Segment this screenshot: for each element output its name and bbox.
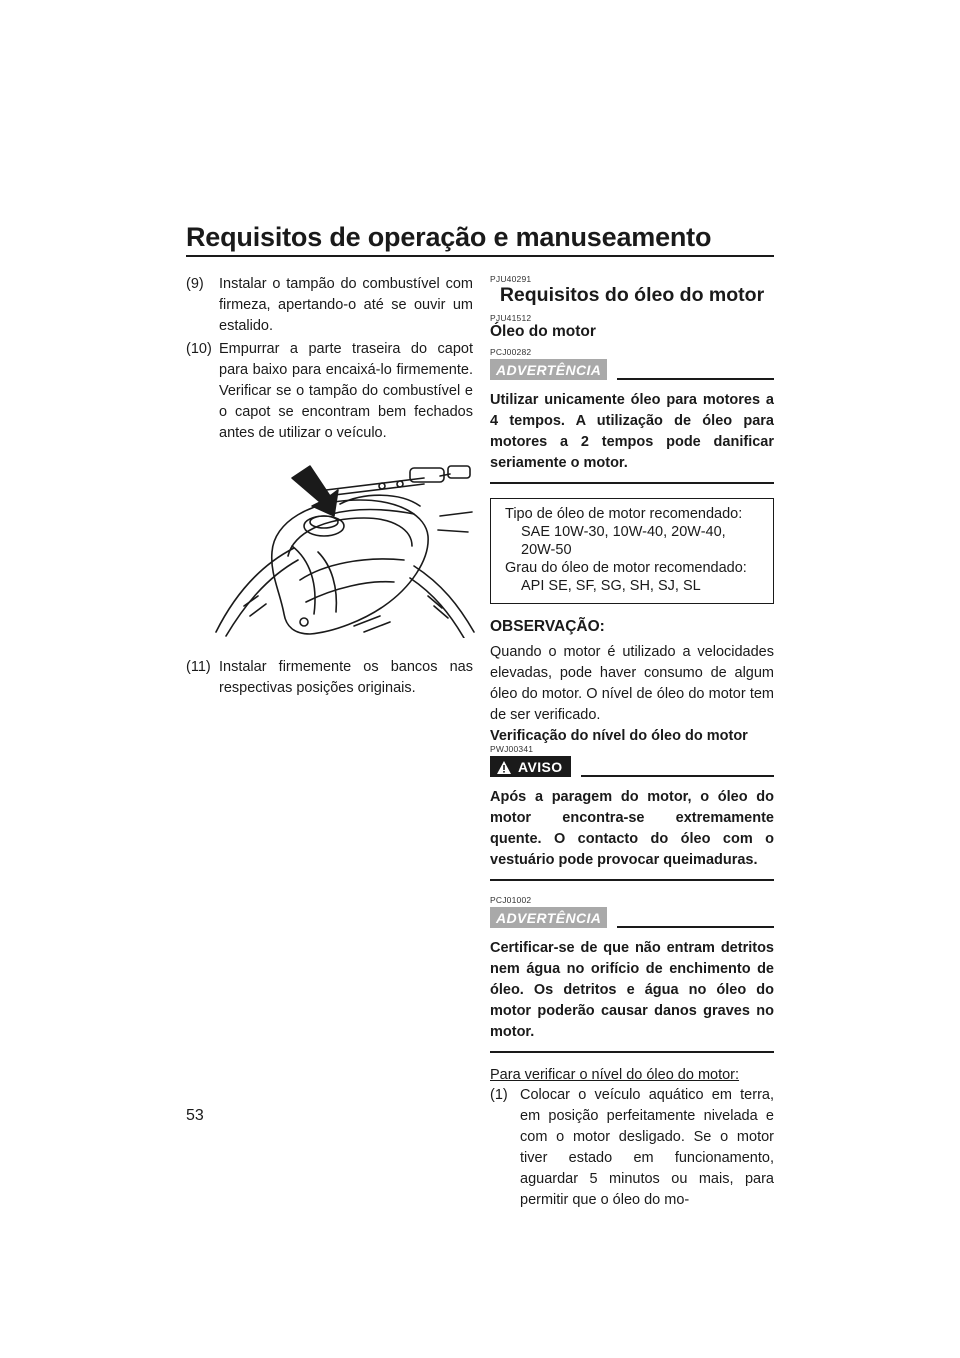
notice-text: Utilizar unicamente óleo para motores a 4 tempos. A utilização de óleo para motores a 2 tempos pode danificar seriamente o motor. <box>490 390 774 484</box>
notice-rule <box>617 926 774 928</box>
spec-label-grade: Grau do óleo de motor recomendado: <box>505 560 747 576</box>
step-number: (10) <box>186 341 212 357</box>
right-column <box>490 274 774 1213</box>
notice-text: Após a paragem do motor, o óleo do motor encontra-se extremamente quente. O contacto do óleo com o vestuário pode provocar queimaduras. <box>490 787 774 881</box>
spec-value-grade: API SE, SF, SG, SH, SJ, SL <box>521 578 701 594</box>
aviso-badge <box>490 756 571 777</box>
notice-code: PCJ01002 <box>490 895 532 905</box>
notice-text: Certificar-se de que não entram detritos nem água no orifício de enchimento de óleo. Os detritos e água no óleo do motor poderão causar danos graves no motor. <box>490 938 774 1053</box>
notice-header <box>490 907 774 928</box>
procedure-title: Para verificar o nível do óleo do motor: <box>490 1067 740 1083</box>
step-text: Colocar o veículo aquático em terra, em posição perfeitamente nivelada e com o motor desligado. Se o motor tiver estado em funcionamento, aguardar 5 minutos ou mais, para permitir que o óleo do mo- <box>520 1087 774 1208</box>
step-text: Instalar firmemente os bancos nas respectivas posições originais. <box>219 659 473 696</box>
notice-rule <box>617 378 774 380</box>
step-text: Empurrar a parte traseira do capot para baixo para encaixá-lo firmemente. Verificar se o tampão do combustível e o capot se encontram bem fechados antes de utilizar o veículo. <box>219 341 473 441</box>
observation-text: Quando o motor é utilizado a velocidades elevadas, pode haver consumo de algum óleo do motor. O nível de óleo do motor tem de ser verificado. <box>490 644 774 723</box>
section-title: Requisitos do óleo do motor <box>499 284 765 306</box>
notice-rule <box>581 775 774 777</box>
section-code: PJU40291 <box>490 274 532 284</box>
step-number: (1) <box>490 1087 508 1103</box>
page-title: Requisitos de operação e manuseamento <box>186 222 712 252</box>
advertencia-badge: ADVERTÊNCIA <box>490 359 607 380</box>
notice-code: PWJ00341 <box>490 744 534 754</box>
step-text: Instalar o tampão do combustível com firmeza, apertando-o até se ouvir um estalido. <box>219 276 473 334</box>
page-number: 53 <box>186 1107 204 1124</box>
notice-code: PCJ00282 <box>490 347 532 357</box>
spec-label-type: Tipo de óleo de motor recomendado: <box>505 506 743 522</box>
spec-value-type-2: 20W-50 <box>521 542 572 558</box>
notice-header <box>490 756 774 777</box>
advertencia-badge: ADVERTÊNCIA <box>490 907 607 928</box>
step-11 <box>186 657 473 699</box>
step-number: (11) <box>186 659 211 675</box>
watercraft-hood-illustration <box>214 456 476 638</box>
warning-triangle-icon <box>496 760 512 775</box>
left-column <box>186 274 473 701</box>
check-level-title: Verificação do nível do óleo do motor <box>490 728 748 744</box>
spec-box <box>490 498 774 604</box>
subsection-title: Óleo do motor <box>490 323 596 340</box>
step-9 <box>186 274 473 337</box>
observation-title: OBSERVAÇÃO: <box>490 618 605 635</box>
procedure-step-1 <box>490 1085 774 1211</box>
spec-value-type-1: SAE 10W-30, 10W-40, 20W-40, <box>521 524 726 540</box>
step-10 <box>186 339 473 444</box>
aviso-label: AVISO <box>518 759 563 775</box>
subsection-code: PJU41512 <box>490 313 532 323</box>
page-header <box>186 222 774 257</box>
step-number: (9) <box>186 276 204 292</box>
notice-header <box>490 359 774 380</box>
